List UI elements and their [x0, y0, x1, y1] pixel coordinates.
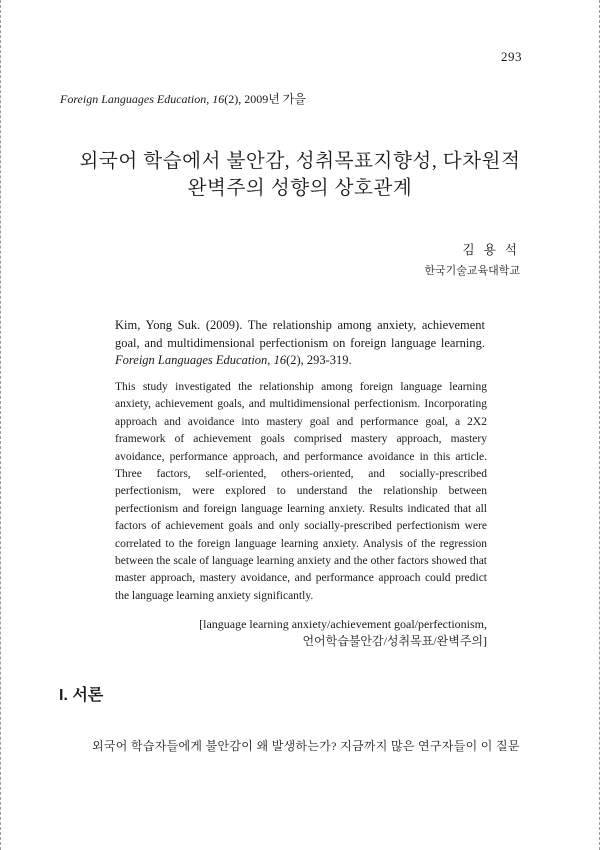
keywords-line-2: 언어학습불안감/성취목표/완벽주의]: [302, 633, 487, 648]
citation: [115, 317, 485, 370]
citation-volume: 16: [273, 353, 287, 367]
body-text-first-line: 외국어 학습자들에게 불안감이 왜 발생하는가? 지금까지 많은 연구자들이 이 질문: [92, 739, 520, 753]
section-heading: I. 서론: [59, 687, 104, 704]
journal-issue-season: (2), 2009년 가을: [224, 92, 306, 106]
running-header: [60, 90, 306, 107]
citation-journal: Foreign Languages Education,: [115, 353, 271, 367]
author-name: 김 용 석: [462, 243, 520, 257]
paper-title: [40, 148, 560, 202]
page-number: 293: [501, 49, 522, 64]
keywords: [115, 616, 487, 649]
journal-volume: 16: [212, 92, 225, 106]
abstract: This study investigated the relationship among foreign language learning anxiety, achievement goals, and multidimensional perfectionism. Incorporating approach and avoidance into mastery goal and performance goal, a 2X2 framework of achievement goals comprised mastery approach, mastery avoidance, performance approach, and performance avoidance in this article. Three factors, self-oriented, others-oriented, and socially-prescribed perfectionism, were explored to understand the relationship between perfectionism and foreign language learning anxiety. Results indicated that all factors of achievement goals and only socially-prescribed perfectionism were correlated to the foreign language learning anxiety. Analysis of the regression between the scale of language learning anxiety and the other factors showed that master approach, mastery avoidance, and performance approach could predict the language learning anxiety significantly.: [115, 381, 487, 602]
journal-title: Foreign Languages Education,: [60, 92, 210, 106]
author-affiliation: 한국기술교육대학교: [424, 265, 520, 277]
title-line-1: 외국어 학습에서 불안감, 성취목표지향성, 다차원적: [79, 151, 521, 172]
citation-text: Kim, Yong Suk. (2009). The relationship among anxiety, achievement goal, and multidimensional perfectionism on foreign language learning.: [115, 318, 485, 350]
title-line-2: 완벽주의 성향의 상호관계: [187, 178, 413, 199]
keywords-line-1: [language learning anxiety/achievement goal/perfectionism,: [199, 617, 487, 631]
citation-pages: (2), 293-319.: [286, 353, 352, 367]
